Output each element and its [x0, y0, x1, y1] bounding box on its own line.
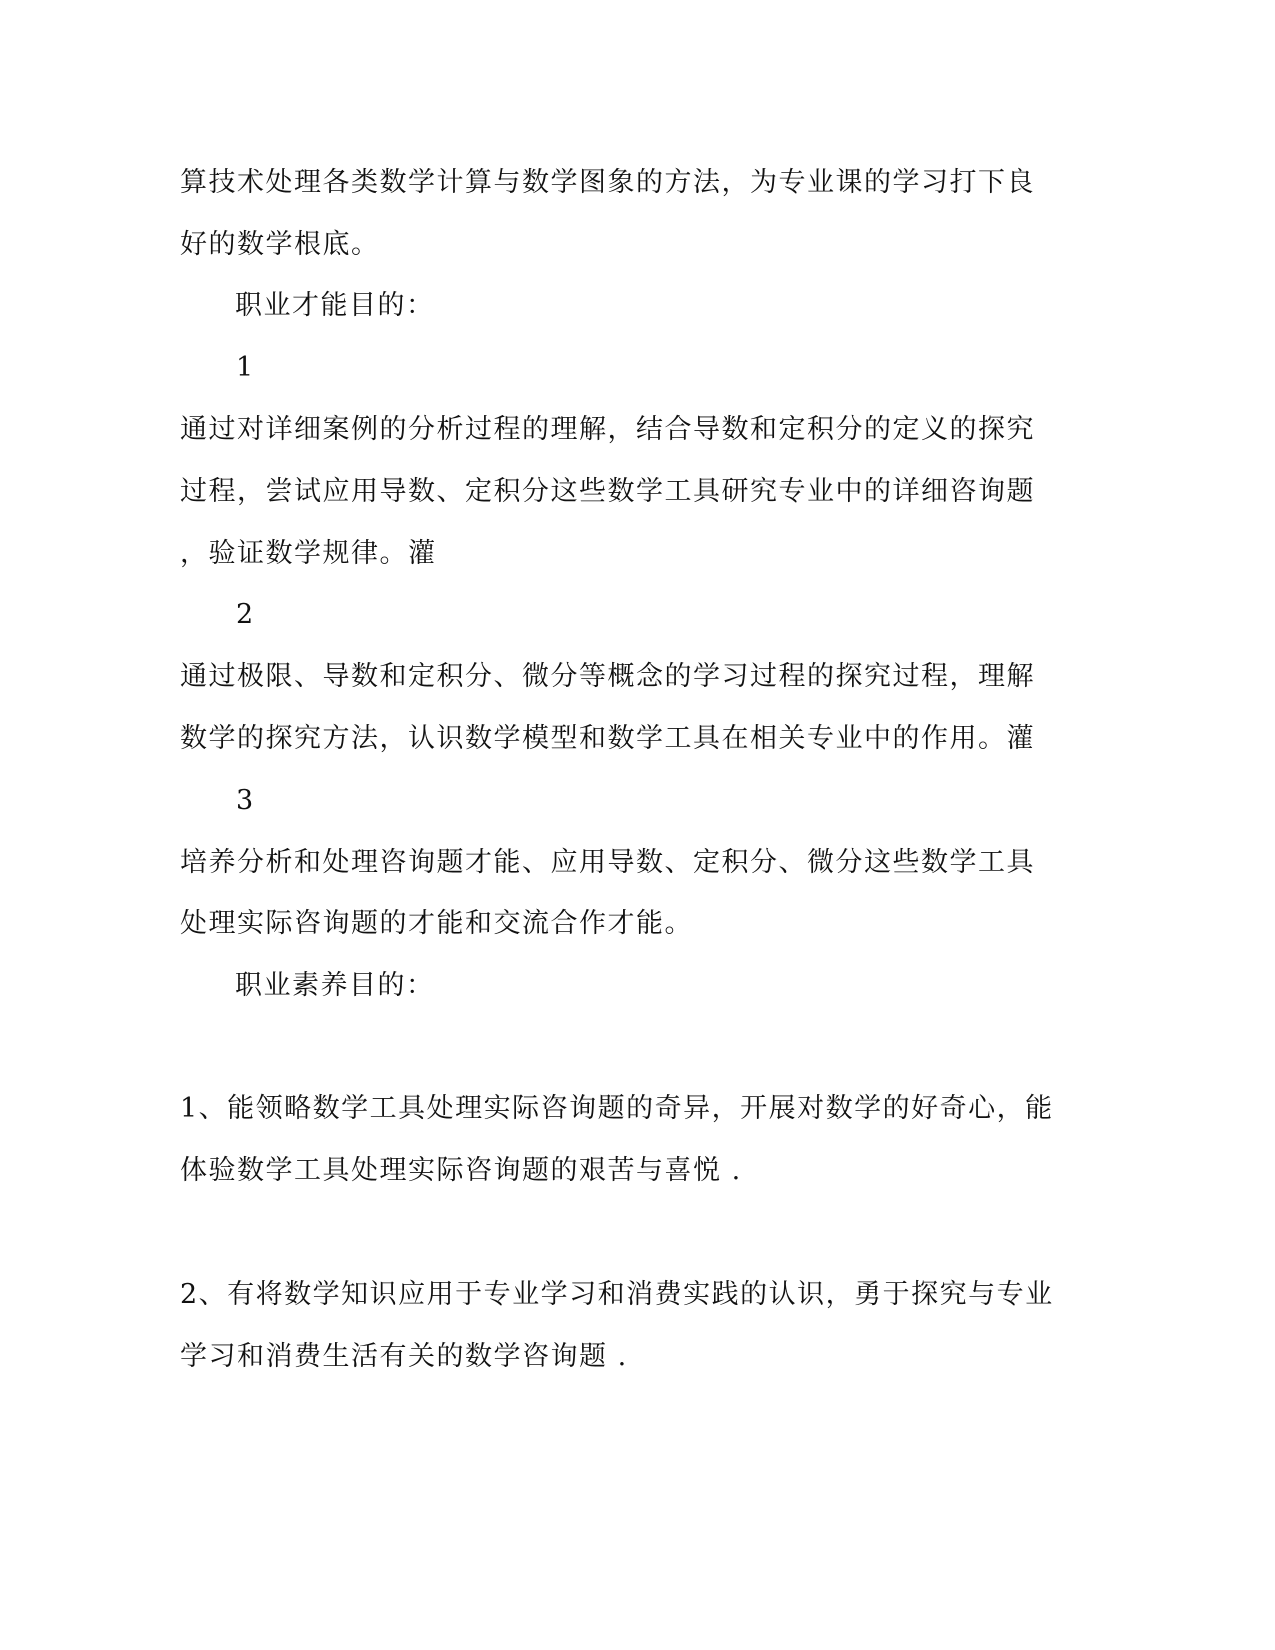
paragraph-line: 培养分析和处理咨询题才能、应用导数、定积分、微分这些数学工具 — [180, 847, 1035, 878]
paragraph-line: 算技术处理各类数学计算与数学图象的方法，为专业课的学习打下良 — [180, 167, 1035, 198]
paragraph-line: ，验证数学规律。灌 — [180, 538, 437, 569]
paragraph-line: 学习和消费生活有关的数学咨询题 . — [180, 1341, 628, 1372]
paragraph-line: 体验数学工具处理实际咨询题的艰苦与喜悦 . — [180, 1155, 742, 1186]
list-number: 1 — [236, 352, 255, 383]
paragraph-line: 处理实际咨询题的才能和交流合作才能。 — [180, 908, 693, 939]
list-number: 2 — [236, 599, 255, 630]
paragraph-line: 2、有将数学知识应用于专业学习和消费实践的认识，勇于探究与专业 — [180, 1279, 1054, 1310]
paragraph-line: 过程，尝试应用导数、定积分这些数学工具研究专业中的详细咨询题 — [180, 476, 1035, 507]
paragraph-line: 通过极限、导数和定积分、微分等概念的学习过程的探究过程，理解 — [180, 661, 1035, 692]
paragraph-line: 数学的探究方法，认识数学模型和数学工具在相关专业中的作用。灌 — [180, 723, 1035, 754]
list-number: 3 — [236, 785, 255, 816]
paragraph-line: 1、能领略数学工具处理实际咨询题的奇异，开展对数学的好奇心，能 — [180, 1093, 1054, 1124]
paragraph-line: 通过对详细案例的分析过程的理解，结合导数和定积分的定义的探究 — [180, 414, 1035, 445]
section-heading-ability: 职业才能目的： — [235, 290, 435, 321]
section-heading-literacy: 职业素养目的： — [235, 970, 435, 1001]
paragraph-line: 好的数学根底。 — [180, 229, 380, 260]
